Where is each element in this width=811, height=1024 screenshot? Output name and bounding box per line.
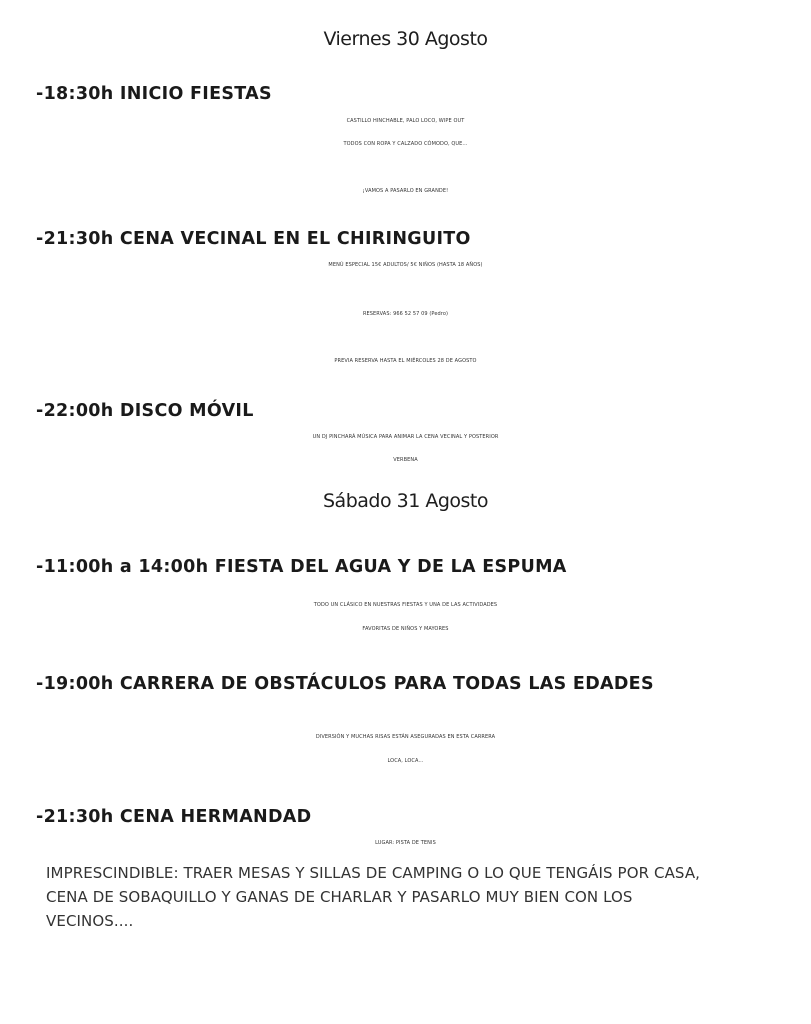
event-line: MENÚ ESPECIAL 15€ ADULTOS/ 5€ NIÑOS (HASTA 18 AÑOS) <box>328 262 483 268</box>
event-line: TODO UN CLÁSICO EN NUESTRAS FIESTAS Y UNA DE LAS ACTIVIDADES <box>313 602 498 608</box>
day-title-saturday: Sábado 31 Agosto <box>322 490 488 512</box>
event-heading-disco-movil: -22:00h DISCO MÓVIL <box>36 401 254 421</box>
event-line: FAVORITAS DE NIÑOS Y MAYORES <box>362 626 449 632</box>
event-heading-fiesta-agua: -11:00h a 14:00h FIESTA DEL AGUA Y DE LA ESPUMA <box>36 557 567 577</box>
event-line: CASTILLO HINCHABLE, PALO LOCO, WIPE OUT <box>346 118 465 124</box>
event-line: LOCA, LOCA... <box>387 758 424 764</box>
event-line: IMPRESCINDIBLE: TRAER MESAS Y SILLAS DE CAMPING O LO QUE TENGÁIS POR CASA, <box>46 864 701 882</box>
event-line: CENA DE SOBAQUILLO Y GANAS DE CHARLAR Y PASARLO MUY BIEN CON LOS <box>46 888 633 906</box>
day-title-friday: Viernes 30 Agosto <box>323 28 488 50</box>
event-line: VECINOS.... <box>46 912 134 930</box>
event-line: VERBENA <box>393 457 418 463</box>
event-line: UN DJ PINCHARÁ MÚSICA PARA ANIMAR LA CENA VECINAL Y POSTERIOR <box>312 434 499 440</box>
event-heading-cena-vecinal: -21:30h CENA VECINAL EN EL CHIRINGUITO <box>36 229 471 249</box>
event-line: RESERVAS: 966 52 57 09 (Pedro) <box>362 311 449 317</box>
event-heading-carrera: -19:00h CARRERA DE OBSTÁCULOS PARA TODAS LAS EDADES <box>36 674 654 694</box>
event-line: ¡VAMOS A PASARLO EN GRANDE! <box>362 188 449 194</box>
event-heading-cena-hermandad: -21:30h CENA HERMANDAD <box>36 807 312 827</box>
event-line: TODOS CON ROPA Y CALZADO CÓMODO, QUE... <box>343 141 468 147</box>
event-line: PREVIA RESERVA HASTA EL MIÉRCOLES 28 DE AGOSTO <box>334 358 477 364</box>
event-line: LUGAR: PISTA DE TENIS <box>375 840 436 846</box>
event-line: DIVERSIÓN Y MUCHAS RISAS ESTÁN ASEGURADAS EN ESTA CARRERA <box>315 734 496 740</box>
event-heading-inicio-fiestas: -18:30h INICIO FIESTAS <box>36 84 272 104</box>
